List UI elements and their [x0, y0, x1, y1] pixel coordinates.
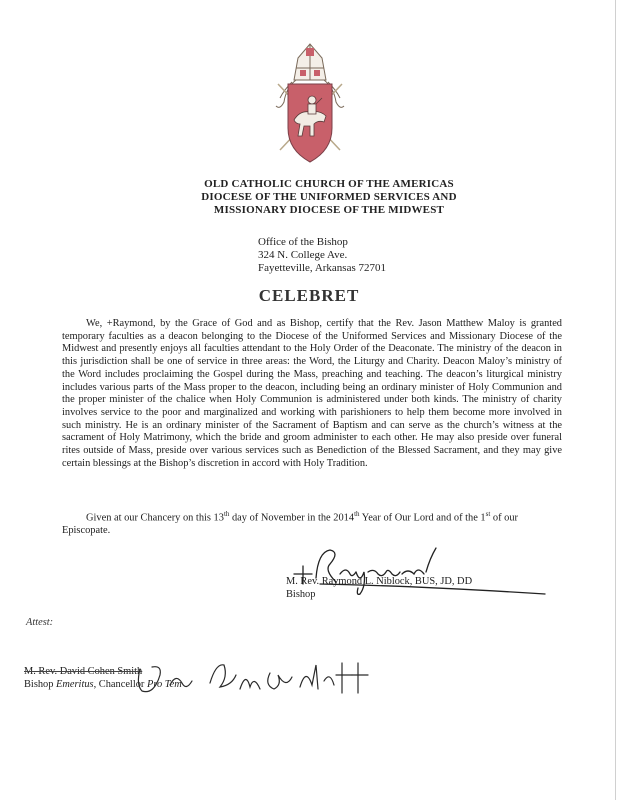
- chancellor-title-italic2: Pro Tem: [146, 679, 182, 690]
- certification-body: [62, 318, 562, 470]
- given-text-4: of our Episcopate.: [62, 512, 518, 537]
- header-line-3: MISSIONARY DIOCESE OF THE MIDWEST: [213, 204, 445, 216]
- church-header: [0, 178, 618, 217]
- page-edge: [615, 0, 616, 800]
- office-line-3: Fayetteville, Arkansas 72701: [258, 262, 387, 274]
- chancellor-title-part1: Bishop: [24, 679, 57, 690]
- bishop-signature-block: [286, 576, 472, 601]
- office-line-2: 324 N. College Ave.: [258, 249, 348, 261]
- document-title: CELEBRET: [258, 286, 360, 305]
- bishop-title: Bishop: [286, 588, 316, 600]
- header-line-1: OLD CATHOLIC CHURCH OF THE AMERICAS: [204, 178, 454, 190]
- given-sup-2: th: [354, 510, 360, 518]
- given-text-3: Year of Our Lord and of the 1: [359, 512, 486, 524]
- given-sup-3: st: [485, 510, 491, 518]
- header-line-2: DIOCESE OF THE UNIFORMED SERVICES AND: [201, 191, 457, 203]
- chancellor-title-part2: , Chancellor: [93, 679, 147, 690]
- chancellor-signature-icon: [60, 655, 390, 700]
- attest-label: Attest:: [26, 617, 54, 628]
- certification-paragraph: We, +Raymond, by the Grace of God and as Bishop, certify that the Rev. Jason Matthew Maloy is granted temporary faculties as a deacon belonging to the Diocese of the Uniformed Services and Missionary Diocese of the Midwest and presently enjoys all faculties attendant to the Holy Order of the Deaconate. The ministry of the deacon in this jurisdiction shall be one of service in three areas: the Word, the Liturgy and Charity. Deacon Maloy’s ministry of the Word includes proclaiming the Gospel during the Mass, preaching and teaching. The deacon’s liturgical ministry includes various parts of the Mass proper to the deacon, including being an ordinary minister of Holy Communion and the proper minister of the chalice when Holy Communion is administered under both kinds. The ministry of charity involves service to the poor and marginalized and working with parishioners to help them become more involved in such ministry. He is an ordinary minister of the Sacrament of Baptism and can serve as the church’s witness at the sacrament of Holy Matrimony, which the bride and groom administer to each other. He may also preside over funeral rites outside of Mass, preside over various services such as Benediction of the Blessed Sacrament, and they may give certain blessings at the Bishop’s discretion in accord with Holy Tradition.: [62, 318, 562, 469]
- given-paragraph: [62, 508, 562, 538]
- given-statement: [62, 508, 562, 538]
- given-sup-1: th: [223, 510, 230, 518]
- office-address: [258, 236, 386, 275]
- bishop-name: M. Rev. Raymond L. Niblock, BUS, JD, DD: [286, 576, 473, 587]
- office-line-1: Office of the Bishop: [258, 236, 348, 248]
- chancellor-title-italic: Emeritus: [56, 679, 94, 690]
- given-text-1: Given at our Chancery on this 13: [86, 512, 224, 524]
- episcopal-crest-icon: [270, 40, 350, 170]
- chancellor-name: M. Rev. David Cohen Smith: [24, 666, 143, 677]
- given-text-2: day of November in the 2014: [229, 512, 355, 524]
